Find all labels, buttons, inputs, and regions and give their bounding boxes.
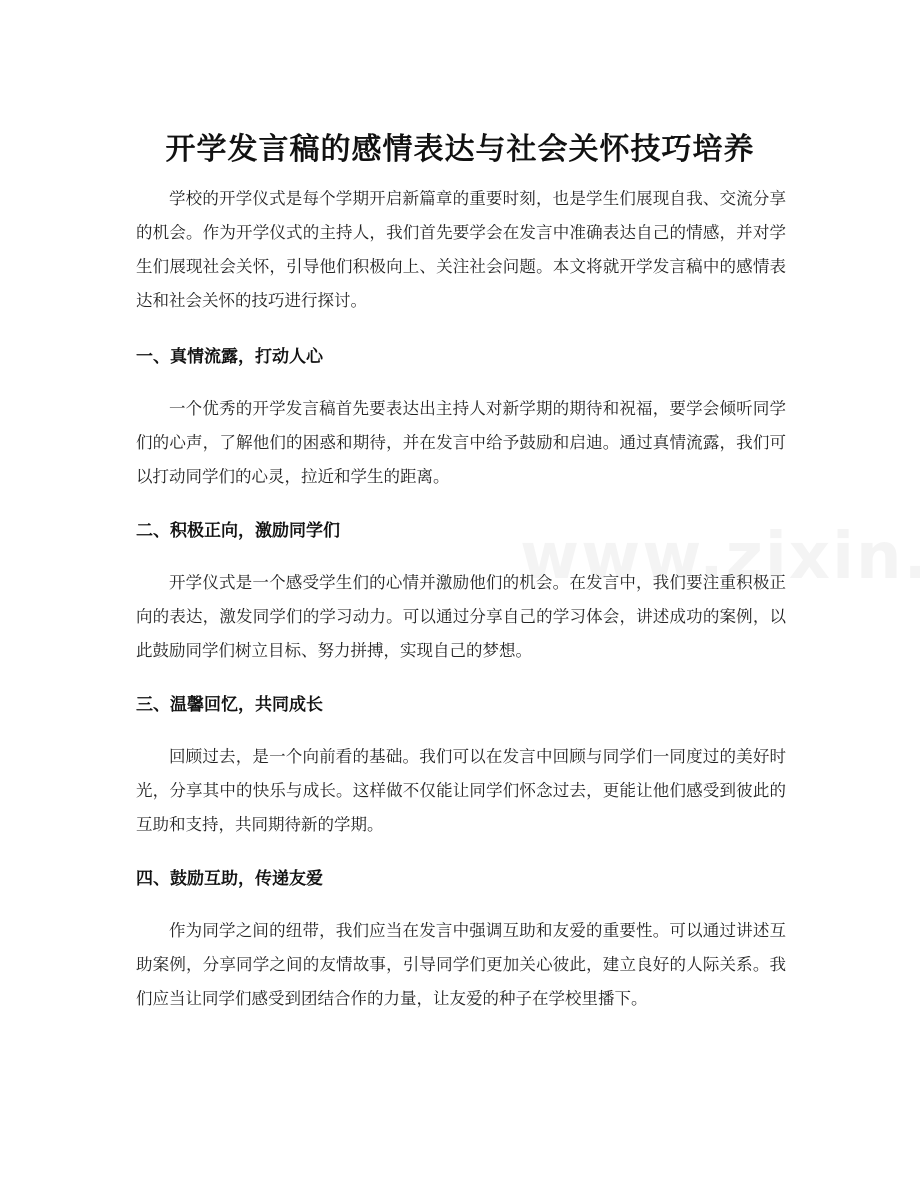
section-body-3: 回顾过去，是一个向前看的基础。我们可以在发言中回顾与同学们一同度过的美好时光，分享其中的快乐与成长。这样做不仅能让同学们怀念过去，更能让他们感受到彼此的互助和支持，共同期待新的学期。 — [136, 747, 786, 834]
section-body-1: 一个优秀的开学发言稿首先要表达出主持人对新学期的期待和祝福，要学会倾听同学们的心声，了解他们的困惑和期待，并在发言中给予鼓励和启迪。通过真情流露，我们可以打动同学们的心灵，拉近和学生的距离。 — [136, 399, 786, 486]
section-heading-3: 三、温馨回忆，共同成长 — [136, 695, 323, 715]
section-heading-2: 二、积极正向，激励同学们 — [136, 521, 340, 541]
section-heading-1: 一、真情流露，打动人心 — [136, 347, 323, 367]
section-body-4: 作为同学之间的纽带，我们应当在发言中强调互助和友爱的重要性。可以通过讲述互助案例，分享同学之间的友情故事，引导同学们更加关心彼此，建立良好的人际关系。我们应当让同学们感受到团结合作的力量，让友爱的种子在学校里播下。 — [136, 921, 786, 1008]
section-heading-4: 四、鼓励互助，传递友爱 — [136, 869, 323, 889]
intro-paragraph: 学校的开学仪式是每个学期开启新篇章的重要时刻，也是学生们展现自我、交流分享的机会。作为开学仪式的主持人，我们首先要学会在发言中准确表达自己的情感，并对学生们展现社会关怀，引导他们积极向上、关注社会问题。本文将就开学发言稿中的感情表达和社会关怀的技巧进行探讨。 — [136, 189, 786, 310]
page-title: 开学发言稿的感情表达与社会关怀技巧培养 — [165, 132, 755, 168]
document-body — [136, 182, 786, 1016]
section-body-2: 开学仪式是一个感受学生们的心情并激励他们的机会。在发言中，我们要注重积极正向的表达，激发同学们的学习动力。可以通过分享自己的学习体会，讲述成功的案例，以此鼓励同学们树立目标、努力拼搏，实现自己的梦想。 — [136, 573, 786, 660]
